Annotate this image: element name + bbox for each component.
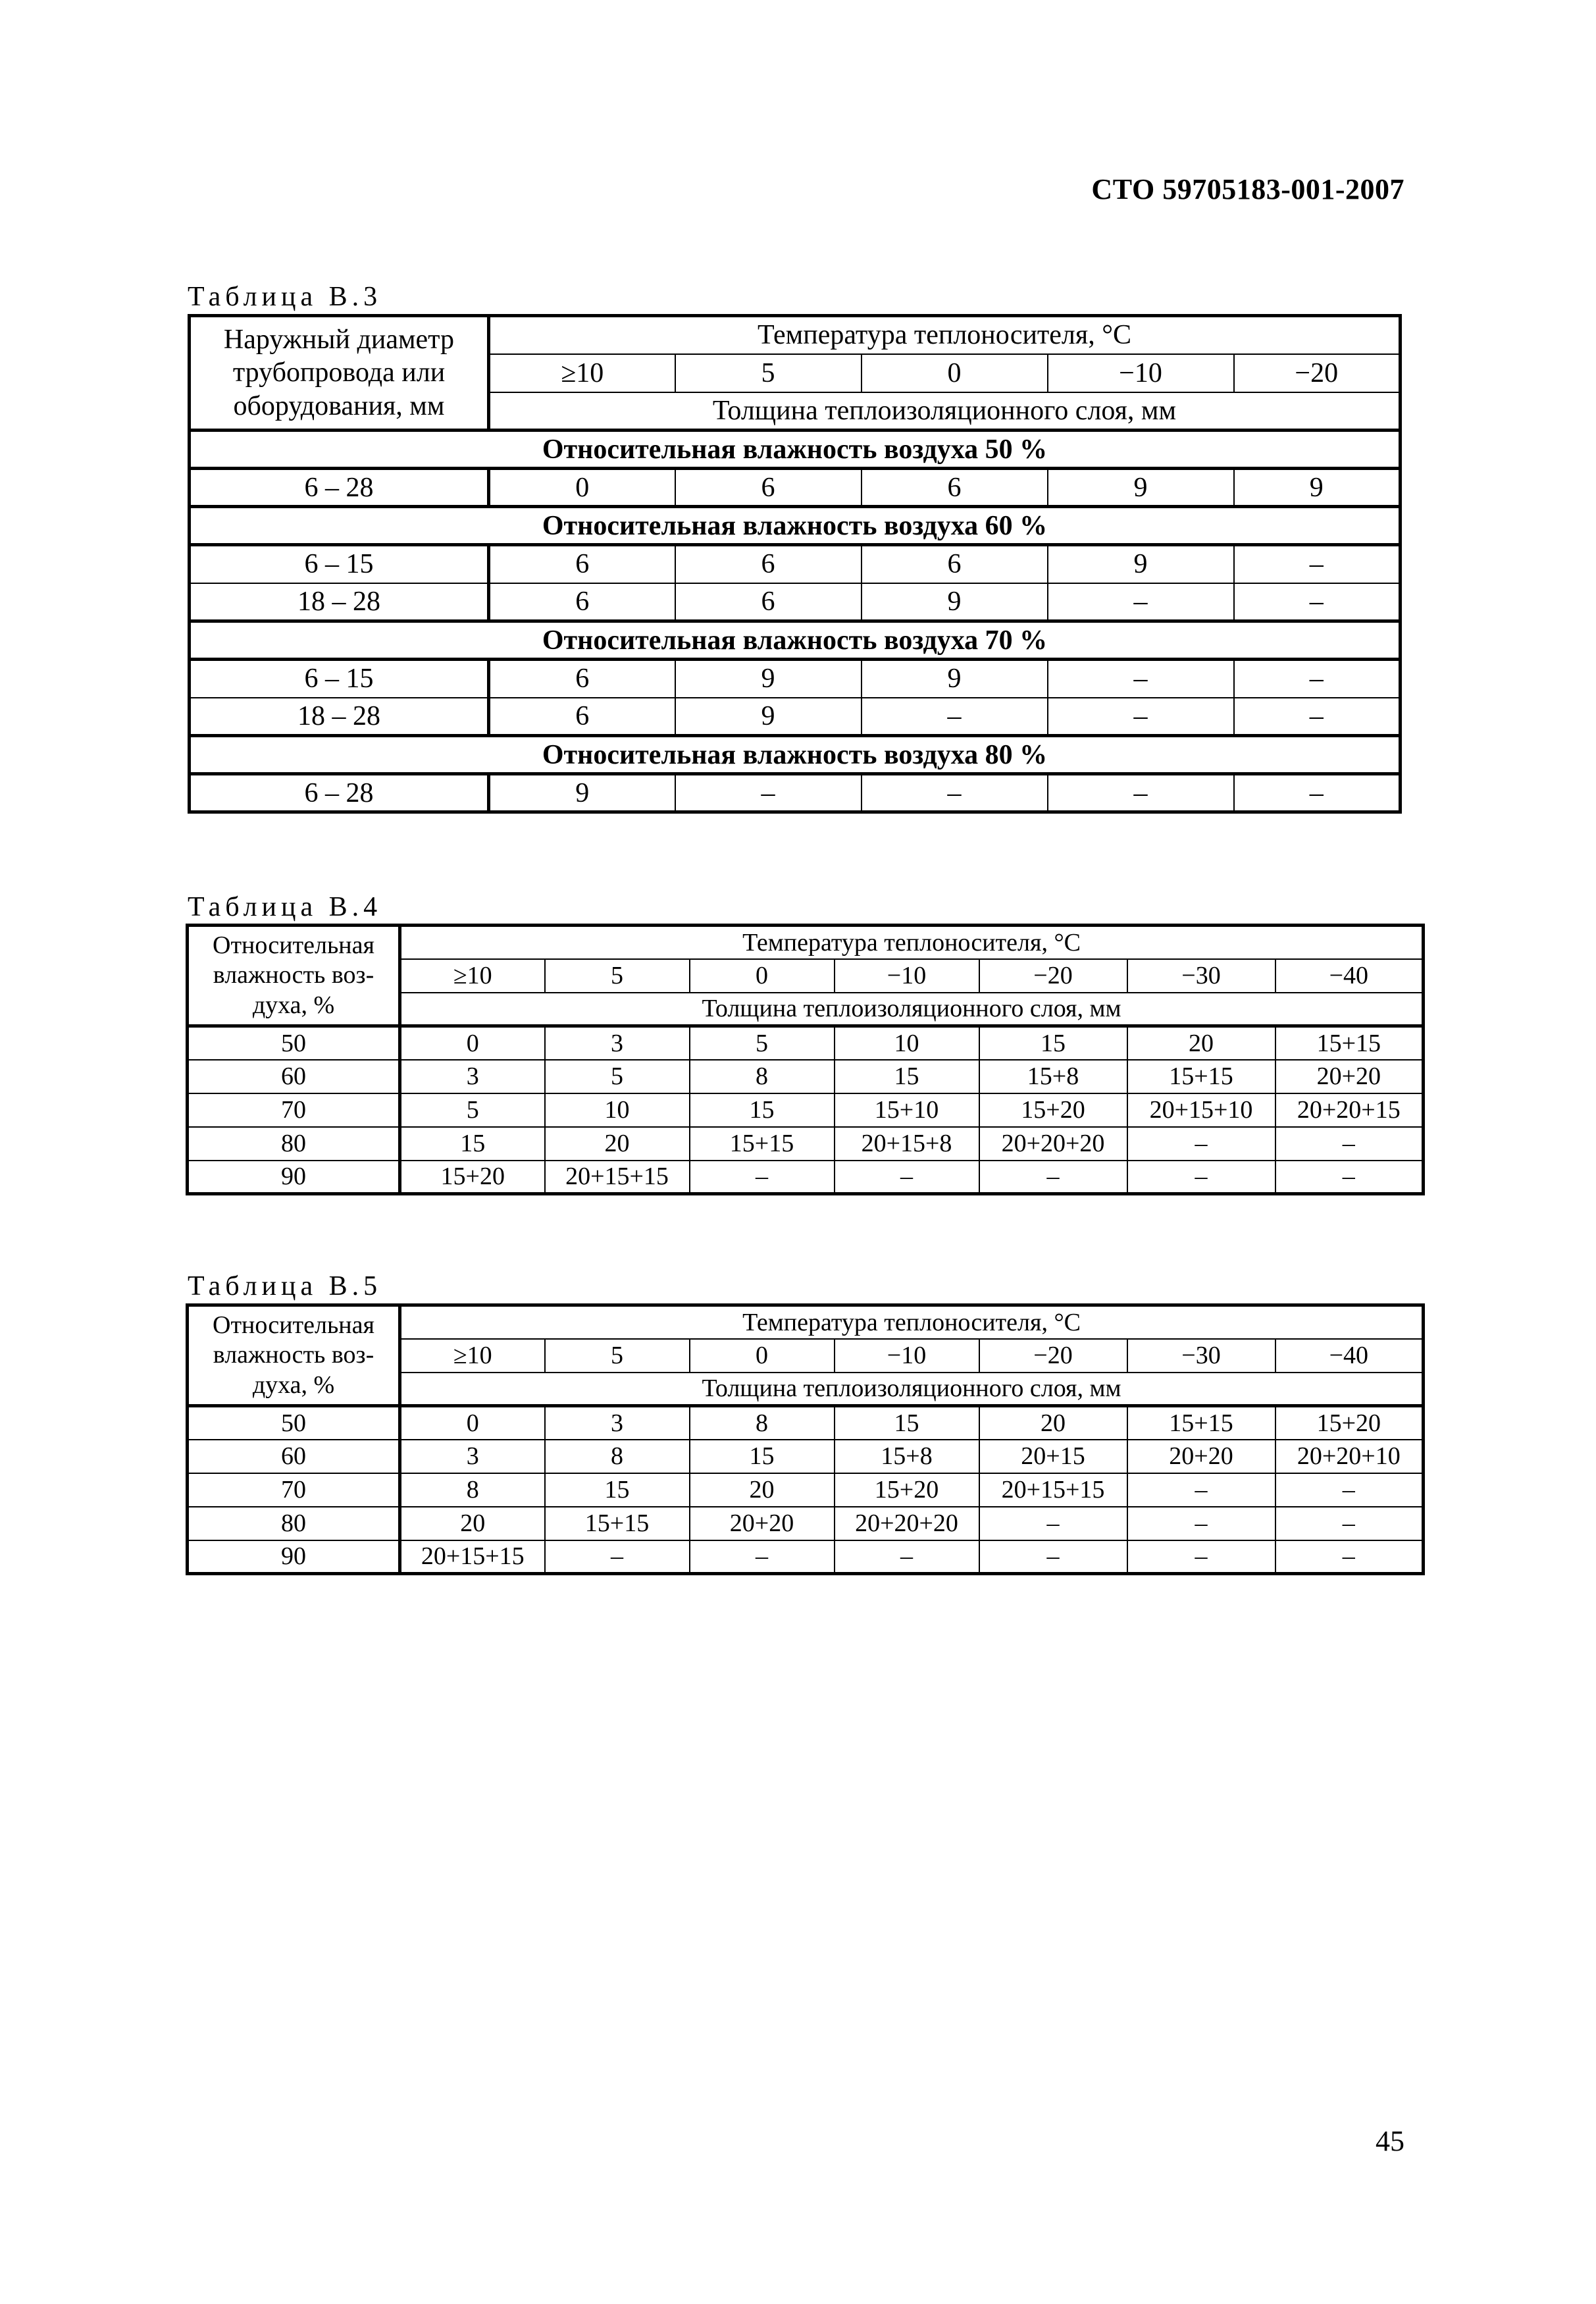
table-cell: 20 xyxy=(979,1406,1127,1440)
humidity-cell: 50 xyxy=(188,1406,400,1440)
table-cell: 20+20+20 xyxy=(979,1127,1127,1161)
table-cell: 10 xyxy=(835,1026,979,1060)
table-cell: 3 xyxy=(545,1026,690,1060)
table-cell: – xyxy=(1275,1540,1424,1574)
table-cell: 9 xyxy=(1048,469,1234,507)
table-row xyxy=(190,660,1401,698)
table-cell: – xyxy=(862,774,1048,812)
table-cell: 0 xyxy=(489,469,675,507)
table-b3-section-label: Относительная влажность воздуха 50 % xyxy=(190,431,1401,469)
table-cell: 15+15 xyxy=(690,1127,835,1161)
humidity-cell: 80 xyxy=(188,1127,400,1161)
table-cell: – xyxy=(1275,1507,1424,1540)
table-b5 xyxy=(186,1303,1425,1575)
table-b5-temp: 5 xyxy=(545,1339,690,1373)
table-b3-caption: Таблица В.3 xyxy=(188,282,382,312)
table-cell: – xyxy=(1275,1161,1424,1194)
table-cell: 6 xyxy=(675,545,862,583)
table-cell: 5 xyxy=(545,1060,690,1093)
table-b4-thickness-header: Толщина теплоизоляционного слоя, мм xyxy=(400,993,1424,1026)
table-cell: – xyxy=(675,774,862,812)
table-row xyxy=(188,1406,1424,1440)
table-cell: 15 xyxy=(690,1440,835,1473)
table-row xyxy=(188,1507,1424,1540)
page-number: 45 xyxy=(1376,2125,1404,2157)
table-cell: 8 xyxy=(690,1060,835,1093)
table-cell: – xyxy=(1234,774,1401,812)
table-cell: – xyxy=(979,1540,1127,1574)
table-b5-row-header: Относительная влажность воз-духа, % xyxy=(188,1305,400,1406)
table-b5-temp: 0 xyxy=(690,1339,835,1373)
table-cell: – xyxy=(1127,1473,1275,1507)
table-cell: 8 xyxy=(545,1440,690,1473)
table-cell: 20+15+10 xyxy=(1127,1093,1275,1127)
table-cell: 3 xyxy=(400,1060,545,1093)
table-cell: – xyxy=(1048,698,1234,736)
humidity-cell: 50 xyxy=(188,1026,400,1060)
table-cell: 10 xyxy=(545,1093,690,1127)
table-cell: – xyxy=(1234,583,1401,621)
table-cell: 9 xyxy=(675,660,862,698)
table-b3-temp: −20 xyxy=(1234,354,1401,392)
table-b4-temp: −10 xyxy=(835,959,979,993)
table-cell: – xyxy=(1127,1161,1275,1194)
humidity-cell: 60 xyxy=(188,1440,400,1473)
table-b5-temp-header: Температура теплоносителя, °С xyxy=(400,1305,1424,1339)
document-code: СТО 59705183-001-2007 xyxy=(1091,173,1404,205)
table-row xyxy=(190,774,1401,812)
table-row xyxy=(190,469,1401,507)
table-cell: 9 xyxy=(675,698,862,736)
table-cell: 15 xyxy=(835,1406,979,1440)
table-cell: – xyxy=(1275,1473,1424,1507)
table-cell: 15+10 xyxy=(835,1093,979,1127)
table-cell: 20 xyxy=(690,1473,835,1507)
table-cell: 15+15 xyxy=(1275,1026,1424,1060)
table-b4-temp: 0 xyxy=(690,959,835,993)
table-row xyxy=(188,1093,1424,1127)
table-cell: – xyxy=(545,1540,690,1574)
table-cell: 20+20 xyxy=(690,1507,835,1540)
table-cell: 8 xyxy=(400,1473,545,1507)
table-cell: – xyxy=(1275,1127,1424,1161)
table-b5-temp: −30 xyxy=(1127,1339,1275,1373)
table-b3-section-label: Относительная влажность воздуха 60 % xyxy=(190,507,1401,545)
diameter-cell: 6 – 28 xyxy=(190,774,489,812)
table-cell: 15 xyxy=(835,1060,979,1093)
table-cell: – xyxy=(1127,1540,1275,1574)
table-cell: – xyxy=(1127,1127,1275,1161)
table-cell: 20+20+20 xyxy=(835,1507,979,1540)
table-b4-temp: −30 xyxy=(1127,959,1275,993)
table-b4 xyxy=(186,924,1425,1195)
table-row xyxy=(190,698,1401,736)
table-cell: – xyxy=(1127,1507,1275,1540)
table-row xyxy=(188,1440,1424,1473)
table-b3-temp-header: Температура теплоносителя, °С xyxy=(489,316,1401,354)
table-cell: 3 xyxy=(545,1406,690,1440)
table-cell: 15 xyxy=(545,1473,690,1507)
table-cell: – xyxy=(835,1540,979,1574)
table-cell: – xyxy=(1234,698,1401,736)
table-row xyxy=(188,1473,1424,1507)
diameter-cell: 6 – 15 xyxy=(190,660,489,698)
table-cell: – xyxy=(1234,660,1401,698)
table-cell: 15 xyxy=(979,1026,1127,1060)
table-b3-row-header: Наружный диаметр трубопровода или оборудования, мм xyxy=(190,316,489,431)
table-b3-temp: −10 xyxy=(1048,354,1234,392)
table-cell: 9 xyxy=(1048,545,1234,583)
table-cell: 20+20+10 xyxy=(1275,1440,1424,1473)
table-cell: 6 xyxy=(675,469,862,507)
humidity-cell: 70 xyxy=(188,1093,400,1127)
diameter-cell: 6 – 28 xyxy=(190,469,489,507)
table-cell: – xyxy=(1048,774,1234,812)
table-cell: 15+20 xyxy=(400,1161,545,1194)
table-cell: 6 xyxy=(489,698,675,736)
table-row xyxy=(188,1026,1424,1060)
table-row xyxy=(190,583,1401,621)
table-b4-temp: −40 xyxy=(1275,959,1424,993)
humidity-cell: 60 xyxy=(188,1060,400,1093)
table-b5-caption: Таблица В.5 xyxy=(188,1271,382,1301)
table-row xyxy=(188,1540,1424,1574)
table-cell: – xyxy=(862,698,1048,736)
table-b3-section-label: Относительная влажность воздуха 70 % xyxy=(190,621,1401,660)
humidity-cell: 90 xyxy=(188,1540,400,1574)
table-cell: 20+15+15 xyxy=(979,1473,1127,1507)
table-cell: 0 xyxy=(400,1026,545,1060)
table-cell: 20+20 xyxy=(1127,1440,1275,1473)
table-cell: 20 xyxy=(1127,1026,1275,1060)
table-cell: 9 xyxy=(489,774,675,812)
table-b4-temp: 5 xyxy=(545,959,690,993)
table-cell: 20 xyxy=(545,1127,690,1161)
table-cell: 20+15 xyxy=(979,1440,1127,1473)
table-cell: 6 xyxy=(675,583,862,621)
table-cell: 15+20 xyxy=(979,1093,1127,1127)
diameter-cell: 18 – 28 xyxy=(190,698,489,736)
table-cell: – xyxy=(835,1161,979,1194)
table-cell: 20+20 xyxy=(1275,1060,1424,1093)
table-b5-temp: ≥10 xyxy=(400,1339,545,1373)
table-cell: 6 xyxy=(489,660,675,698)
table-cell: 15+20 xyxy=(1275,1406,1424,1440)
table-b3-temp: 0 xyxy=(862,354,1048,392)
table-b3-temp: ≥10 xyxy=(489,354,675,392)
table-cell: 5 xyxy=(400,1093,545,1127)
table-cell: – xyxy=(690,1540,835,1574)
table-cell: 6 xyxy=(862,545,1048,583)
humidity-cell: 80 xyxy=(188,1507,400,1540)
table-b4-caption: Таблица В.4 xyxy=(188,892,382,922)
table-row xyxy=(188,1127,1424,1161)
table-cell: 8 xyxy=(690,1406,835,1440)
table-b4-temp-header: Температура теплоносителя, °С xyxy=(400,926,1424,959)
table-b5-temp: −20 xyxy=(979,1339,1127,1373)
table-b5-thickness-header: Толщина теплоизоляционного слоя, мм xyxy=(400,1373,1424,1406)
table-cell: 6 xyxy=(489,545,675,583)
table-b4-temp: −20 xyxy=(979,959,1127,993)
table-cell: 6 xyxy=(862,469,1048,507)
table-cell: – xyxy=(979,1507,1127,1540)
table-cell: 15+20 xyxy=(835,1473,979,1507)
table-b3-temp: 5 xyxy=(675,354,862,392)
table-cell: 15+15 xyxy=(1127,1406,1275,1440)
table-b4-row-header: Относительная влажность воз-духа, % xyxy=(188,926,400,1026)
table-cell: 15+8 xyxy=(835,1440,979,1473)
humidity-cell: 70 xyxy=(188,1473,400,1507)
table-cell: 9 xyxy=(862,660,1048,698)
table-cell: 15 xyxy=(690,1093,835,1127)
table-cell: 20+15+15 xyxy=(545,1161,690,1194)
table-cell: 5 xyxy=(690,1026,835,1060)
table-cell: 0 xyxy=(400,1406,545,1440)
diameter-cell: 18 – 28 xyxy=(190,583,489,621)
table-cell: 6 xyxy=(489,583,675,621)
table-cell: 20+20+15 xyxy=(1275,1093,1424,1127)
table-cell: 9 xyxy=(1234,469,1401,507)
table-cell: 3 xyxy=(400,1440,545,1473)
table-cell: – xyxy=(690,1161,835,1194)
table-cell: – xyxy=(1234,545,1401,583)
table-b4-temp: ≥10 xyxy=(400,959,545,993)
table-b3 xyxy=(188,314,1402,814)
humidity-cell: 90 xyxy=(188,1161,400,1194)
table-b5-temp: −10 xyxy=(835,1339,979,1373)
table-b3-section-label: Относительная влажность воздуха 80 % xyxy=(190,736,1401,774)
table-cell: 9 xyxy=(862,583,1048,621)
table-cell: – xyxy=(1048,660,1234,698)
table-cell: 15+15 xyxy=(545,1507,690,1540)
table-cell: 20 xyxy=(400,1507,545,1540)
table-b5-temp: −40 xyxy=(1275,1339,1424,1373)
table-cell: – xyxy=(979,1161,1127,1194)
table-row xyxy=(190,545,1401,583)
table-cell: 15 xyxy=(400,1127,545,1161)
table-b3-thickness-header: Толщина теплоизоляционного слоя, мм xyxy=(489,392,1401,431)
diameter-cell: 6 – 15 xyxy=(190,545,489,583)
table-cell: 15+15 xyxy=(1127,1060,1275,1093)
table-cell: – xyxy=(1048,583,1234,621)
table-cell: 15+8 xyxy=(979,1060,1127,1093)
table-cell: 20+15+15 xyxy=(400,1540,545,1574)
table-row xyxy=(188,1060,1424,1093)
table-cell: 20+15+8 xyxy=(835,1127,979,1161)
table-row xyxy=(188,1161,1424,1194)
